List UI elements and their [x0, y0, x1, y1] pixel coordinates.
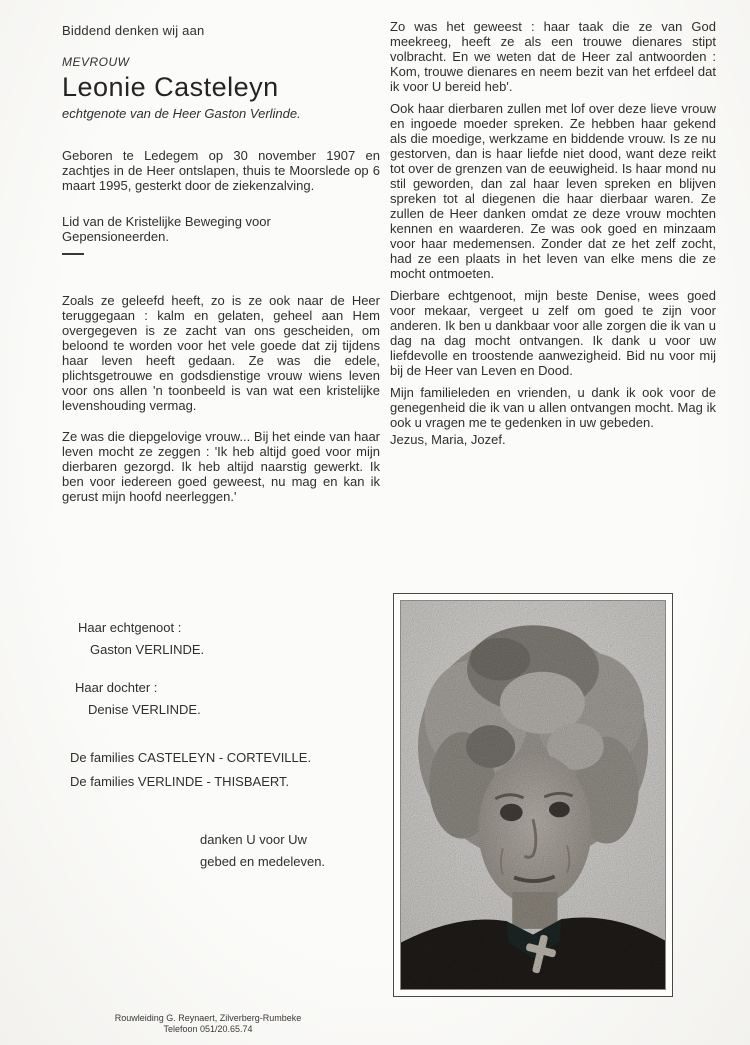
portrait-photo — [400, 600, 666, 990]
thanks-line-2: gebed en medeleven. — [200, 854, 326, 869]
intro-line: Biddend denken wij aan — [62, 23, 205, 38]
left-paragraph-1: Zoals ze geleefd heeft, zo is ze ook naar de Heer teruggegaan : kalm en gelaten, geheel aan Hem overgegeven is ze zacht van ons gescheiden, om beloond te worden voor het vele goede dat zij tijdens haar leven heeft gedaan. Ze was die edele, plichtsgetrouwe en godsdienstige vrouw wiens leven voor ons allen 'n toonbeeld is van wat een kristelijke levenshouding vermag. — [62, 293, 380, 413]
right-paragraph-1: Zo was het geweest : haar taak die ze van God meekreeg, heeft ze als een trouwe dienares stipt volbracht. En we weten dat de Heer zal antwoorden : Kom, trouwe dienares en neem bezit van het erfdeel dat ik voor U bereid heb'. — [390, 19, 716, 94]
thanks-line-1: danken U voor Uw — [200, 832, 307, 847]
honorific-label: MEVROUW — [62, 55, 130, 69]
right-paragraph-4: Mijn familieleden en vrienden, u dank ik ook voor de genegenheid die ik van u allen ontvangen mocht. Mag ik ook u vragen me te gedenken in uw gebeden. — [390, 385, 716, 430]
neck — [512, 892, 557, 929]
left-column — [62, 23, 380, 504]
deceased-name: Leonie Casteleyn — [62, 72, 279, 102]
portrait-illustration — [401, 601, 665, 989]
daughter-name: Denise VERLINDE. — [88, 702, 201, 717]
families-line-1: De families CASTELEYN - CORTEVILLE. — [70, 750, 312, 765]
right-paragraph-3: Dierbare echtgenoot, mijn beste Denise, wees goed voor mekaar, vergeet u zelf om goed te zijn voor anderen. Ik ben u dankbaar voor alle zorgen die ik van u dag na dag mocht ontvangen. Ik dank u voor uw liefdevolle en troostende aanwezigheid. Bid nu voor mij bij de Heer van Leven en Dood. — [390, 288, 716, 378]
printer-footer — [58, 1013, 358, 1035]
right-column — [390, 19, 716, 447]
face — [478, 753, 591, 904]
printer-line-1: Rouwleiding G. Reynaert, Zilverberg-Rumbeke — [114, 1013, 302, 1023]
husband-name: Gaston VERLINDE. — [90, 642, 205, 657]
printer-line-2: Telefoon 051/20.65.74 — [163, 1024, 253, 1034]
divider-dash — [62, 253, 84, 255]
right-paragraph-2: Ook haar dierbaren zullen met lof over deze lieve vrouw en ingoede moeder spreken. Ze hebben haar gekend als die moedige, werkzame en biddende vrouw. Is ze nu gestorven, dan is haar liefde niet dood, want deze reikt tot over de grenzen van de eeuwigheid. Is haar mond nu stil geworden, dan zal haar leven spreken en blijven spreken tot al diegenen die haar dierbaar waren. Ze zullen de Heer danken omdat ze deze vrouw mochten kennen en waarderen. Ze was ook goed en minzaam voor haar medemensen. Zonder dat ze het zelf zocht, had ze een plaats in het leven van elke mens die ze mocht ontmoeten. — [390, 101, 716, 281]
invocation-line: Jezus, Maria, Jozef. — [390, 432, 506, 447]
left-paragraph-2: Ze was die diepgelovige vrouw... Bij het einde van haar leven mocht ze zeggen : 'Ik heb altijd goed voor mijn dierbaren gezorgd. Ik heb altijd naarstig gewerkt. Ik ben voor iedereen goed geweest, nu mag en kan ik gerust mijn hoofd neerleggen.' — [62, 429, 380, 504]
membership-paragraph: Lid van de Kristelijke Beweging voor Gepensioneerden. — [62, 214, 271, 244]
daughter-label: Haar dochter : — [75, 680, 158, 695]
portrait-photo-frame — [393, 593, 673, 997]
husband-label: Haar echtgenoot : — [78, 620, 182, 635]
birth-death-paragraph: Geboren te Ledegem op 30 november 1907 en zachtjes in de Heer ontslapen, thuis te Moorslede op 6 maart 1995, gesterkt door de ziekenzalving. — [62, 148, 380, 193]
spouse-line: echtgenote van de Heer Gaston Verlinde. — [62, 106, 301, 121]
families-line-2: De families VERLINDE - THISBAERT. — [70, 774, 290, 789]
family-block — [62, 620, 392, 869]
